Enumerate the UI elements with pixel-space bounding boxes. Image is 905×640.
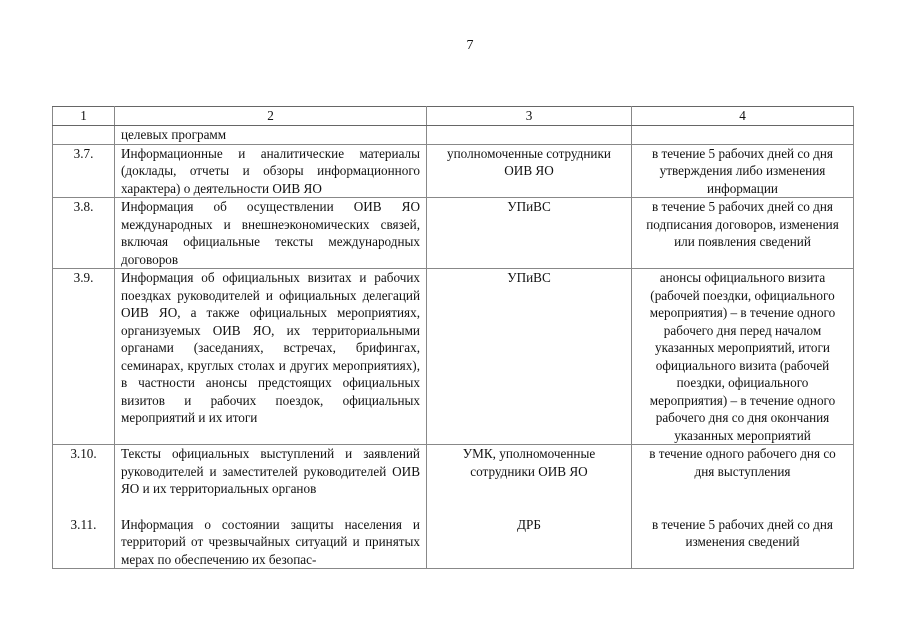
row-responsible	[427, 126, 632, 145]
row-number	[53, 126, 115, 145]
row-description: Информационные и аналитические материалы (доклады, отчеты и обзоры информационного характера) о деятельности ОИВ ЯО	[115, 144, 427, 198]
table-row	[53, 198, 854, 269]
header-row	[53, 107, 854, 126]
table-spacer-row	[53, 498, 854, 516]
row-responsible: УПиВС	[427, 269, 632, 445]
row-number: 3.10.	[53, 445, 115, 498]
header-col-1: 1	[53, 107, 115, 126]
row-description: Информация о состоянии защиты населения и территорий от чрезвычайных ситуаций и принятых мерах по обеспечению их безопас-	[115, 516, 427, 569]
row-number: 3.11.	[53, 516, 115, 569]
row-description: целевых программ	[115, 126, 427, 145]
row-description: Тексты официальных выступлений и заявлений руководителей и заместителей руководителей ОИВ ЯО и их территориальных органов	[115, 445, 427, 498]
row-responsible: ДРБ	[427, 516, 632, 569]
table-row	[53, 126, 854, 145]
row-number: 3.7.	[53, 144, 115, 198]
row-term: анонсы официального визита (рабочей поездки, официального мероприятия) – в течение одного рабочего дня перед началом указанных мероприятий, итоги официального визита (рабочей поездки, официального мероприятия) – в течение одного рабочего дня со дня окончания указанных мероприятий	[632, 269, 854, 445]
table-row	[53, 269, 854, 445]
header-col-2: 2	[115, 107, 427, 126]
row-term: в течение одного рабочего дня со дня выступления	[632, 445, 854, 498]
row-term	[632, 126, 854, 145]
table-row	[53, 445, 854, 498]
row-term: в течение 5 рабочих дней со дня подписания договоров, изменения или появления сведений	[632, 198, 854, 269]
row-number: 3.9.	[53, 269, 115, 445]
row-term: в течение 5 рабочих дней со дня изменения сведений	[632, 516, 854, 569]
row-description: Информация об осуществлении ОИВ ЯО международных и внешнеэкономических связей, включая официальные тексты международных договоров	[115, 198, 427, 269]
header-col-3: 3	[427, 107, 632, 126]
row-responsible: УПиВС	[427, 198, 632, 269]
header-col-4: 4	[632, 107, 854, 126]
table-body	[53, 126, 854, 569]
row-description: Информация об официальных визитах и рабочих поездках руководителей и официальных делегаций ОИВ ЯО, а также официальных мероприятиях, организуемых ОИВ ЯО, их территориальными органами (заседаниях, встречах, брифингах, семинарах, круглых столах и других мероприятиях), в частности анонсы предстоящих официальных визитов и рабочих поездок, официальных мероприятий и их итоги	[115, 269, 427, 445]
table-header	[53, 107, 854, 126]
row-responsible: уполномоченные сотрудники ОИВ ЯО	[427, 144, 632, 198]
row-responsible: УМК, уполномоченные сотрудники ОИВ ЯО	[427, 445, 632, 498]
page-number: 7	[466, 38, 474, 53]
table-row	[53, 516, 854, 569]
document-table	[52, 106, 854, 569]
row-term: в течение 5 рабочих дней со дня утверждения либо изменения информации	[632, 144, 854, 198]
table-row	[53, 144, 854, 198]
row-number: 3.8.	[53, 198, 115, 269]
